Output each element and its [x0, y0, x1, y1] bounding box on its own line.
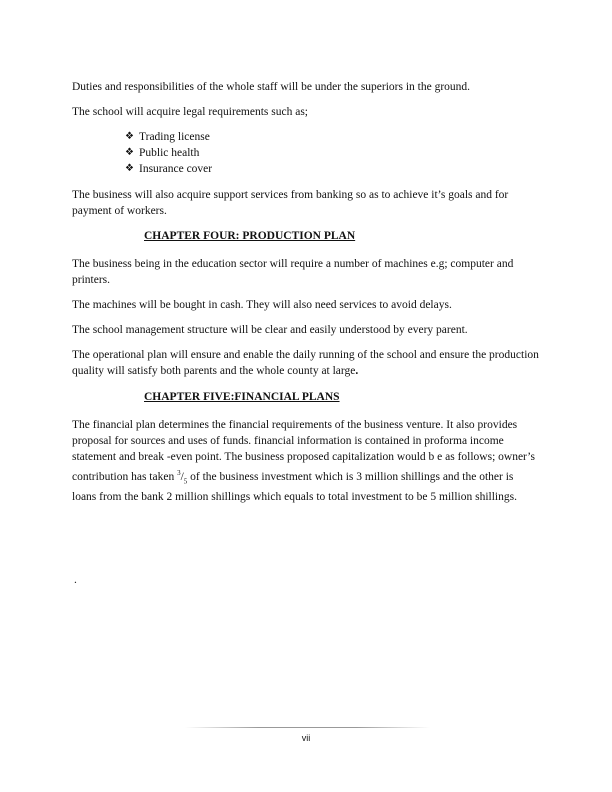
diamond-bullet-icon: ❖ [125, 147, 134, 158]
fraction-denominator: 5 [183, 477, 188, 486]
bold-period: . [355, 365, 359, 377]
footer-divider [185, 727, 430, 728]
paragraph-operational-plan [72, 347, 540, 379]
fraction-numerator: 3 [177, 469, 181, 477]
diamond-bullet-icon: ❖ [125, 131, 134, 142]
financial-plan-text-start: The financial plan determines the financial requirements of the business venture. It also provides proposal for sources and uses of funds. financial information is contained in proforma income statement and break -even point. The business proposed capitalization would b e as follows; owner’s contribution has taken [72, 419, 535, 483]
list-item-label: Insurance cover [139, 163, 213, 175]
paragraph-legal-requirements: The school will acquire legal requirements such as; [72, 106, 308, 118]
list-item [125, 145, 212, 161]
diamond-bullet-icon: ❖ [125, 163, 134, 174]
chapter-four-heading: CHAPTER FOUR: PRODUCTION PLAN [144, 230, 356, 242]
legal-requirements-list [125, 129, 212, 177]
paragraph-machines-required: The business being in the education sector will require a number of machines e.g; computer and printers. [72, 258, 514, 286]
paragraph-support-services: The business will also acquire support services from banking so as to achieve it’s goals and for payment of workers. [72, 189, 509, 217]
list-item [125, 161, 212, 177]
stray-dot: . [74, 574, 77, 586]
financial-plan-text-end: of the business investment which is 3 million shillings and the other is loans from the bank 2 million shillings which equals to total investment to be 5 million shillings. [72, 470, 517, 504]
operational-plan-text: The operational plan will ensure and enable the daily running of the school and ensure the production quality will satisfy both parents and the whole county at large [72, 349, 539, 377]
list-item-label: Public health [139, 147, 200, 159]
list-item [125, 129, 212, 145]
paragraph-financial-plan [72, 417, 540, 505]
fraction-slash: / [180, 470, 184, 483]
paragraph-machines-cash: The machines will be bought in cash. They will also need services to avoid delays. [72, 299, 452, 311]
fraction-three-fifths [177, 469, 188, 486]
list-item-label: Trading license [139, 131, 210, 143]
page-number: vii [301, 733, 311, 743]
chapter-five-heading: CHAPTER FIVE:FINANCIAL PLANS [144, 391, 340, 403]
paragraph-duties: Duties and responsibilities of the whole staff will be under the superiors in the ground. [72, 81, 471, 93]
paragraph-management-structure: The school management structure will be clear and easily understood by every parent. [72, 324, 468, 336]
